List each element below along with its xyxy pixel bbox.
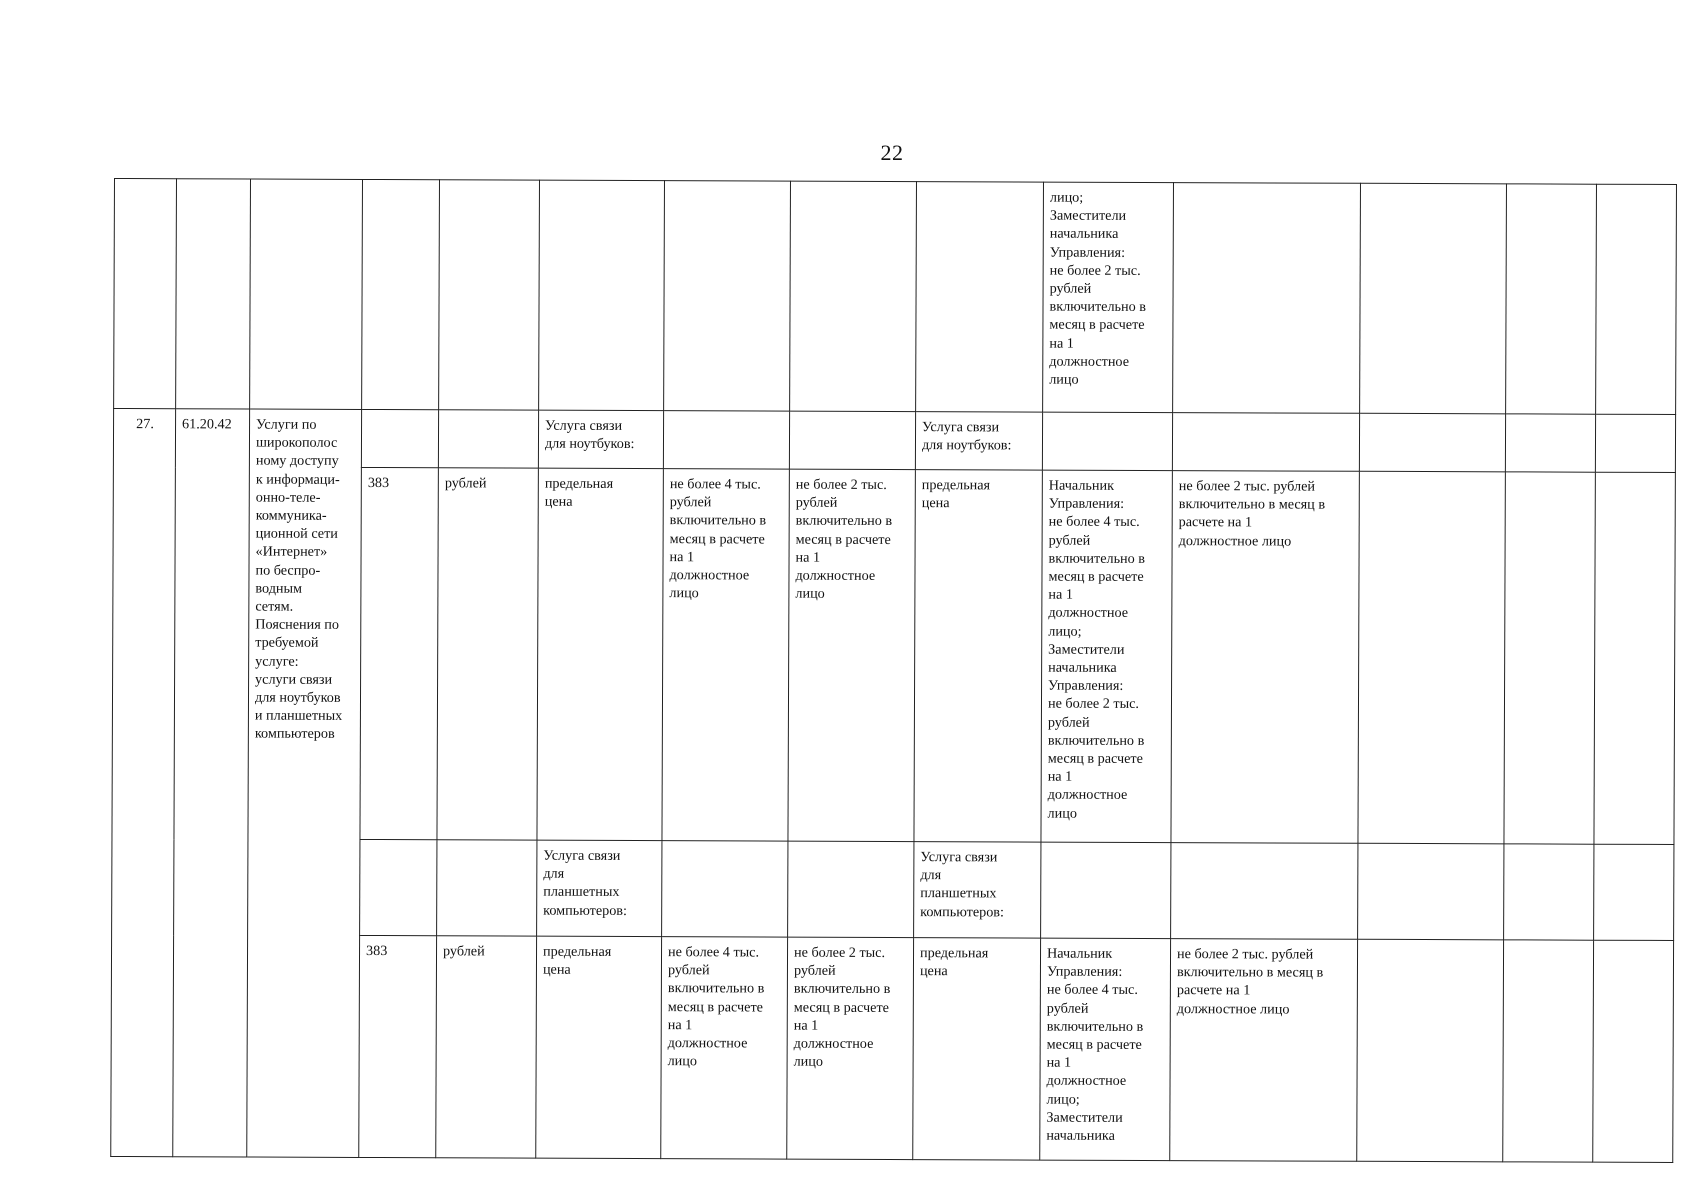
table-cell bbox=[1171, 843, 1358, 940]
table-cell bbox=[1173, 183, 1361, 414]
table-cell-official-limits: лицо; Заместители начальника Управления: не более 2 тыс. рублей включительно в месяц в расчете на 1 должностное лицо bbox=[1043, 182, 1174, 412]
table-cell bbox=[1595, 414, 1675, 472]
table-row-continuation bbox=[114, 179, 1677, 415]
table-cell bbox=[1503, 940, 1594, 1162]
table-cell bbox=[662, 841, 788, 937]
okei-code: 383 bbox=[360, 467, 438, 839]
value-cell: Начальник Управления: не более 4 тыс. рублей включительно в месяц в расчете на 1 должностное лицо; Заместители начальника Управления: не более 2 тыс. рублей включительно в месяц в расчете на 1 должностное лицо bbox=[1041, 470, 1172, 842]
characteristic: предельная цена bbox=[536, 936, 662, 1158]
entry-code: 61.20.42 bbox=[173, 409, 250, 1157]
table-cell bbox=[360, 839, 437, 935]
section-header-right: Услуга связи для ноутбуков: bbox=[915, 412, 1042, 470]
table-cell bbox=[114, 179, 177, 409]
value-cell: не более 2 тыс. рублей включительно в месяц в расчете на 1 должностное лицо bbox=[1171, 471, 1359, 844]
table-cell bbox=[1357, 939, 1504, 1162]
value-cell: не более 2 тыс. рублей включительно в месяц в расчете на 1 должностное лицо bbox=[787, 937, 914, 1159]
table-cell bbox=[361, 409, 438, 467]
characteristic: предельная цена bbox=[537, 468, 663, 840]
table-cell bbox=[1594, 472, 1675, 844]
unit-name: рублей bbox=[436, 936, 537, 1158]
section-header-right: Услуга связи для планшетных компьютеров: bbox=[914, 842, 1041, 938]
characteristic: предельная цена bbox=[914, 470, 1042, 842]
table-cell bbox=[1358, 843, 1504, 940]
entry-number: 27. bbox=[111, 409, 176, 1157]
value-cell: не более 4 тыс. рублей включительно в месяц в расчете на 1 должностное лицо bbox=[661, 937, 788, 1159]
table-cell bbox=[663, 411, 789, 469]
table-cell bbox=[664, 181, 791, 411]
table-cell bbox=[790, 181, 917, 411]
table-cell bbox=[362, 179, 440, 409]
table-cell bbox=[1594, 844, 1674, 940]
table-cell bbox=[789, 411, 915, 469]
requirements-table bbox=[110, 178, 1677, 1163]
table-cell bbox=[1593, 940, 1674, 1162]
table-cell bbox=[1505, 414, 1595, 472]
table-cell bbox=[788, 841, 914, 937]
table-cell bbox=[1041, 842, 1171, 938]
table-cell bbox=[1506, 184, 1597, 414]
section-header-left: Услуга связи для ноутбуков: bbox=[538, 410, 663, 468]
page-number: 22 bbox=[880, 140, 904, 165]
table-cell bbox=[437, 840, 537, 936]
table-cell bbox=[539, 180, 665, 410]
value-cell: Начальник Управления: не более 4 тыс. рублей включительно в месяц в расчете на 1 должностное лицо; Заместители начальника bbox=[1040, 938, 1171, 1160]
okei-code: 383 bbox=[359, 935, 437, 1157]
table-cell bbox=[1504, 844, 1594, 940]
table-cell bbox=[1360, 183, 1507, 414]
table-cell bbox=[1359, 413, 1505, 472]
unit-name: рублей bbox=[437, 468, 538, 840]
section-header-left: Услуга связи для планшетных компьютеров: bbox=[537, 840, 662, 936]
table-cell bbox=[439, 180, 540, 410]
characteristic: предельная цена bbox=[913, 938, 1041, 1160]
table-cell bbox=[1042, 412, 1172, 470]
value-cell: не более 2 тыс. рублей включительно в месяц в расчете на 1 должностное лицо bbox=[1170, 939, 1358, 1162]
entry-description: Услуги по широкополос ному доступу к информаци- онно-теле- коммуника- ционной сети «Интернет» по беспро- водным сетям. Пояснения по требуемой услуге: услуги связи для ноутбуков и планшетных компьютеров bbox=[247, 409, 362, 1157]
table-cell bbox=[250, 179, 363, 409]
table-cell bbox=[1596, 184, 1677, 414]
table-cell bbox=[1358, 471, 1505, 844]
value-cell: не более 2 тыс. рублей включительно в месяц в расчете на 1 должностное лицо bbox=[788, 469, 915, 841]
value-cell: не более 4 тыс. рублей включительно в месяц в расчете на 1 должностное лицо bbox=[662, 469, 789, 841]
table-cell bbox=[176, 179, 251, 409]
table-cell bbox=[916, 182, 1044, 412]
table-cell bbox=[1504, 472, 1595, 844]
table-cell bbox=[1172, 413, 1359, 472]
table-row-section-header bbox=[113, 409, 1675, 473]
table-cell bbox=[438, 410, 538, 468]
